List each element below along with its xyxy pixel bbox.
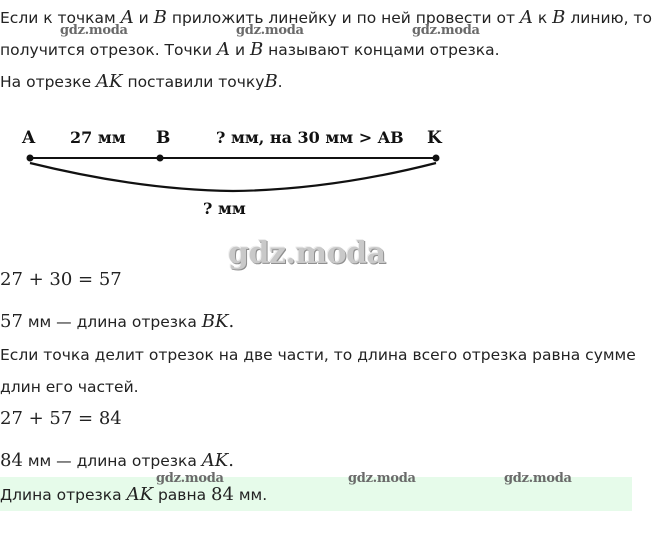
given-text: На отрезке [0,73,92,91]
math-point-B: B [264,71,278,92]
segment-diagram [0,118,632,228]
result-1-number: 57 [0,311,23,332]
punctuation: . [228,450,234,471]
intro-text: Если к точкам [0,9,116,27]
preposition: к [537,9,548,27]
point-B-dot [157,155,164,162]
math-var-B: B [552,7,566,28]
answer-number: 84 [211,484,234,505]
watermark: gdz.moda [60,23,128,38]
math-var-B: B [250,39,264,60]
math-var-B: B [153,7,167,28]
rule-line-2: длин его частей. [0,378,139,396]
result-1-text: мм — длина отрезка [27,313,197,331]
result-2-text: мм — длина отрезка [27,452,197,470]
math-var-A: A [519,7,533,28]
intro-text: линию, то [570,9,652,27]
conjunction: и [234,41,246,59]
point-A-label: A [22,128,36,148]
point-B-label: B [156,128,171,148]
intro-text: называют концами отрезка. [268,41,500,59]
result-2-number: 84 [0,450,23,471]
point-K-dot [433,155,440,162]
watermark-large: gdz.moda [228,236,386,271]
math-segment-AK: AK [201,450,229,471]
math-var-A: A [120,7,134,28]
punctuation: . [277,73,283,91]
answer-text: Длина отрезка [0,486,122,504]
intro-text: получится отрезок. Точки [0,41,213,59]
watermark: gdz.moda [236,23,304,38]
watermark: gdz.moda [348,471,416,486]
answer-text: равна [157,486,207,504]
watermark: gdz.moda [156,471,224,486]
math-segment-BK: BK [201,311,229,332]
point-A-dot [27,155,34,162]
given-text: поставили точку [127,73,265,91]
math-var-A: A [217,39,231,60]
point-K-label: K [427,128,442,148]
result-1 [0,310,234,334]
result-2 [0,449,234,473]
total-brace [30,163,436,191]
answer-unit: мм. [238,486,268,504]
watermark: gdz.moda [504,471,572,486]
punctuation: . [228,311,235,332]
answer-line [0,483,267,507]
intro-line-2 [0,38,500,62]
math-segment-AK: AK [126,484,154,505]
equation-2: 27 + 57 = 84 [0,408,122,429]
conjunction: и [138,9,149,27]
label-AB: 27 мм [70,128,126,147]
label-total: ? мм [203,199,246,218]
equation-1: 27 + 30 = 57 [0,269,122,290]
label-BK: ? мм, на 30 мм > AB [216,128,404,147]
intro-text: приложить линейку и по ней провести от [171,9,515,27]
given-line [0,70,283,94]
math-segment-AK: AK [96,71,123,92]
rule-line-1: Если точка делит отрезок на две части, то длина всего отрезка равна сумме [0,346,636,364]
watermark: gdz.moda [412,23,480,38]
